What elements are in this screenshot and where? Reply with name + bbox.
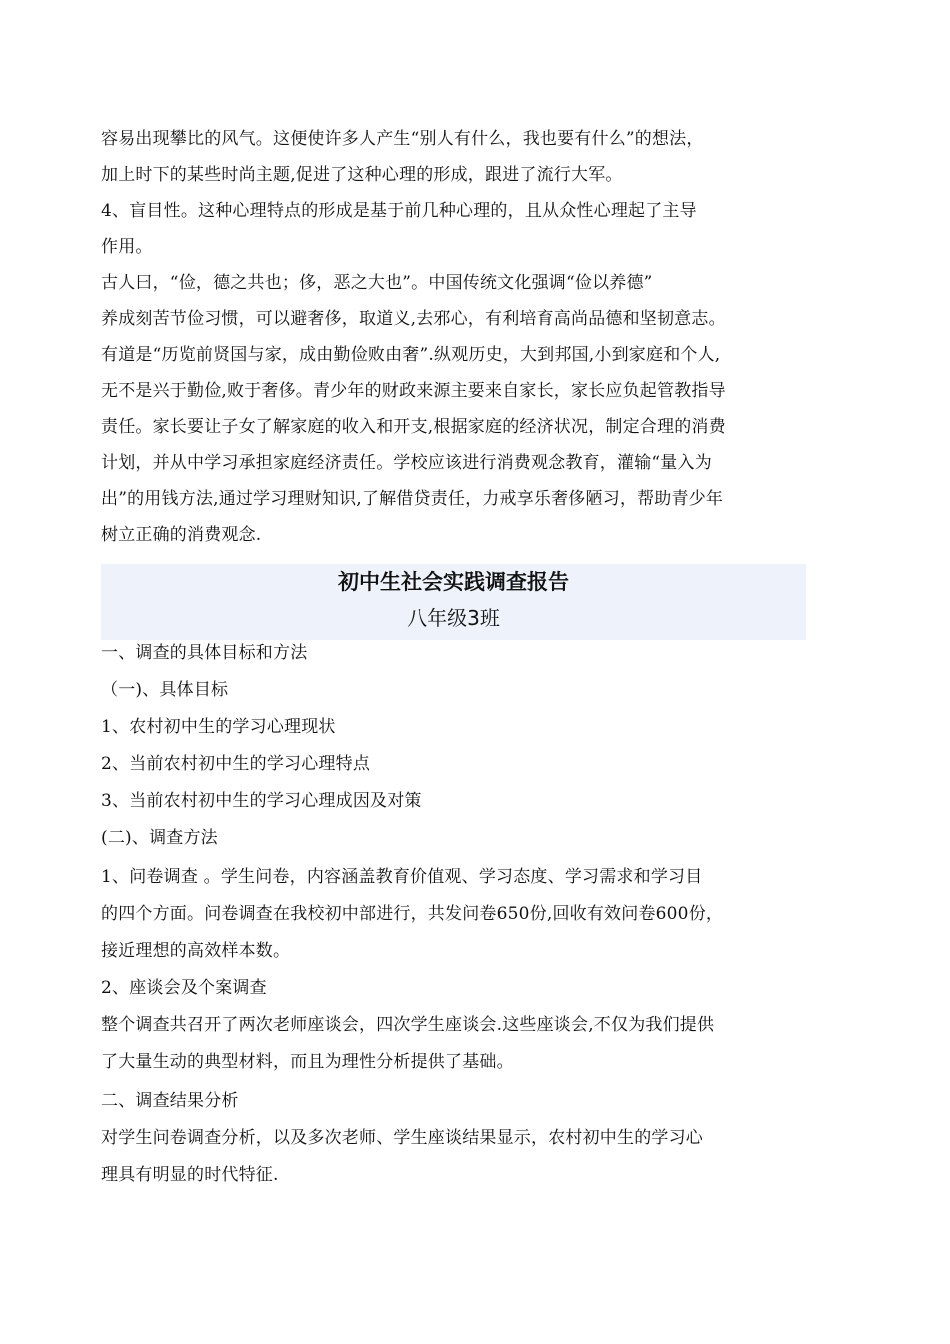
report-title-band <box>101 564 806 640</box>
text-line: 4、盲目性。这种心理特点的形成是基于前几种心理的，且从众性心理起了主导 <box>101 201 697 221</box>
text-line: 接近理想的高效样本数。 <box>101 941 291 961</box>
text-line: 有道是“历览前贤国与家，成由勤俭败由奢”.纵观历史，大到邦国,小到家庭和个人, <box>101 345 721 365</box>
text-line: 无不是兴于勤俭,败于奢侈。青少年的财政来源主要来自家长，家长应负起管教指导 <box>101 381 726 401</box>
list-item: 1、农村初中生的学习心理现状 <box>101 717 336 737</box>
text-line: 责任。家长要让子女了解家庭的收入和开支,根据家庭的经济状况，制定合理的消费 <box>101 417 726 437</box>
subsection-heading: （一)、具体目标 <box>101 680 229 700</box>
text-line: 理具有明显的时代特征. <box>101 1165 279 1185</box>
list-item: 3、当前农村初中生的学习心理成因及对策 <box>101 791 422 811</box>
text-line: 加上时下的某些时尚主题,促进了这种心理的形成，跟进了流行大军。 <box>101 165 623 185</box>
text-line: 的四个方面。问卷调查在我校初中部进行，共发问卷650份,回收有效问卷600份， <box>101 904 724 924</box>
list-item: 2、当前农村初中生的学习心理特点 <box>101 754 371 774</box>
text-line: 了大量生动的典型材料，而且为理性分析提供了基础。 <box>101 1052 514 1072</box>
text-line: 作用。 <box>101 237 153 257</box>
subsection-heading: (二)、调查方法 <box>101 828 218 848</box>
text-line: 树立正确的消费观念. <box>101 525 262 545</box>
text-line: 出”的用钱方法,通过学习理财知识,了解借贷责任，力戒享乐奢侈陋习，帮助青少年 <box>101 489 724 509</box>
text-line: 整个调查共召开了两次老师座谈会，四次学生座谈会.这些座谈会,不仅为我们提供 <box>101 1015 715 1035</box>
text-line: 古人曰，“俭，德之共也；侈，恶之大也”。中国传统文化强调“俭以养德” <box>101 273 653 293</box>
text-line: 对学生问卷调查分析，以及多次老师、学生座谈结果显示，农村初中生的学习心 <box>101 1128 703 1148</box>
text-line: 养成刻苦节俭习惯，可以避奢侈，取道义,去邪心，有利培育高尚品德和坚韧意志。 <box>101 309 726 329</box>
text-line: 1、问卷调查 。学生问卷，内容涵盖教育价值观、学习态度、学习需求和学习目 <box>101 867 703 887</box>
report-subtitle: 八年级3班 <box>407 606 500 630</box>
text-line: 容易出现攀比的风气。这便使许多人产生“别人有什么，我也要有什么”的想法， <box>101 129 704 149</box>
text-line: 计划，并从中学习承担家庭经济责任。学校应该进行消费观念教育，灌输“量入为 <box>101 453 712 473</box>
text-line: 2、座谈会及个案调查 <box>101 978 267 998</box>
section-heading: 一、调查的具体目标和方法 <box>101 643 308 663</box>
report-title: 初中生社会实践调查报告 <box>338 570 569 594</box>
section-heading: 二、调查结果分析 <box>101 1091 239 1111</box>
